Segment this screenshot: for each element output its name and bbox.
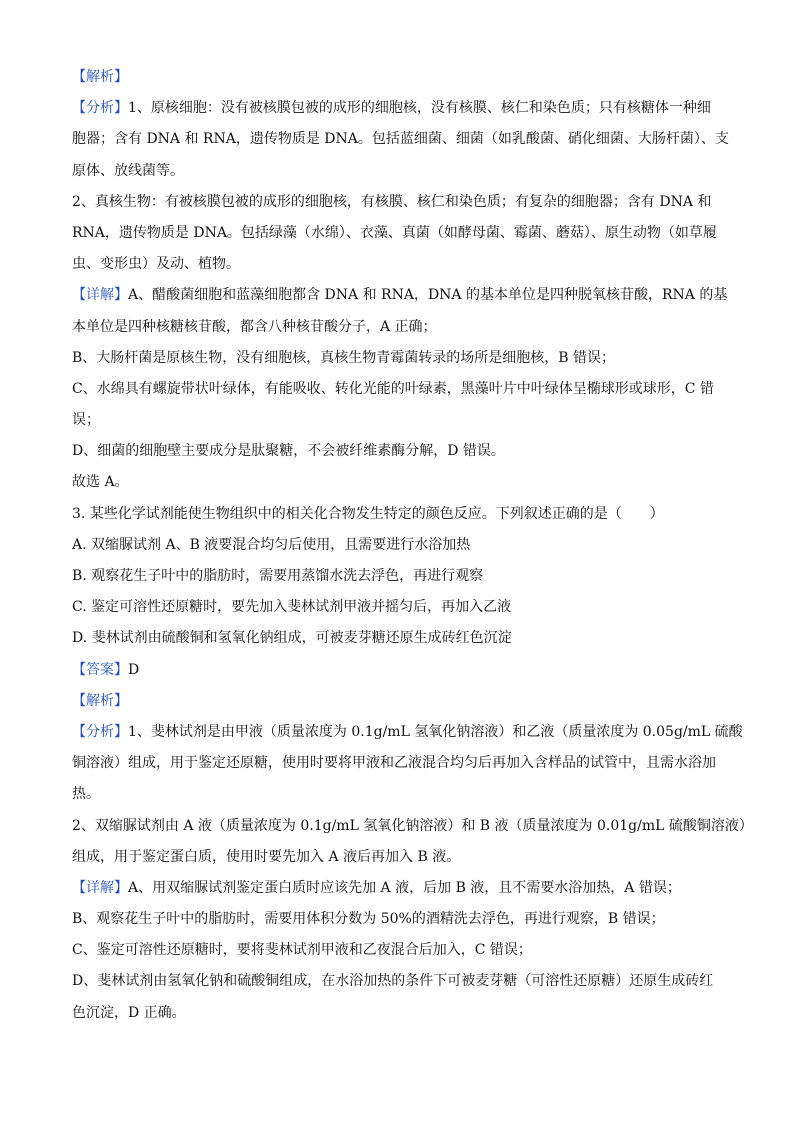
text-run: B、大肠杆菌是原核生物，没有细胞核，真核生物青霉菌转录的场所是细胞核，B 错误； bbox=[72, 349, 616, 366]
text-line bbox=[72, 249, 732, 280]
text-line bbox=[72, 561, 732, 592]
section-tag: 【分析】 bbox=[72, 100, 128, 117]
text-line bbox=[72, 374, 732, 405]
text-line bbox=[72, 343, 732, 374]
text-run: 铜溶液）组成，用于鉴定还原糖，使用时要将甲液和乙液混合均匀后再加入含样品的试管中，且需水浴加 bbox=[72, 755, 716, 772]
text-line bbox=[72, 811, 753, 842]
text-run: 胞器；含有 DNA 和 RNA，遗传物质是 DNA。包括蓝细菌、细菌（如乳酸菌、硝化细菌、大肠杆菌）、支 bbox=[72, 131, 729, 148]
text-run: RNA，遗传物质是 DNA。包括绿藻（水绵）、衣藻、真菌（如酵母菌、霉菌、蘑菇）、原生动物（如草履 bbox=[72, 224, 717, 241]
text-run: A、醋酸菌细胞和蓝藻细胞都含 DNA 和 RNA，DNA 的基本单位是四种脱氧核苷酸，RNA 的基 bbox=[128, 287, 728, 304]
section-tag: 【解析】 bbox=[72, 69, 128, 85]
text-run: 1、斐林试剂是由甲液（质量浓度为 0.1g/mL 氢氧化钠溶液）和乙液（质量浓度为 0.05g/mL 硫酸 bbox=[128, 723, 743, 740]
text-run: 3. 某些化学试剂能使生物组织中的相关化合物发生特定的颜色反应。下列叙述正确的是（ ） bbox=[72, 505, 664, 522]
text-line bbox=[72, 842, 732, 873]
text-line bbox=[72, 405, 732, 436]
section-tag: 【详解】 bbox=[72, 287, 128, 304]
text-line bbox=[72, 499, 732, 530]
text-run: 组成，用于鉴定蛋白质，使用时要先加入 A 液后再加入 B 液。 bbox=[72, 848, 461, 865]
text-run: 2、双缩脲试剂由 A 液（质量浓度为 0.1g/mL 氢氧化钠溶液）和 B 液（质量浓度为 0.01g/mL 硫酸铜溶液） bbox=[72, 817, 753, 834]
text-run: B. 观察花生子叶中的脂肪时，需要用蒸馏水洗去浮色，再进行观察 bbox=[72, 568, 484, 584]
text-line bbox=[72, 717, 743, 748]
section-tag: 【解析】 bbox=[72, 692, 128, 709]
text-run: 原体、放线菌等。 bbox=[72, 162, 184, 179]
text-run: 2、真核生物：有被核膜包被的成形的细胞核，有核膜、核仁和染色质；有复杂的细胞器；含有 DNA 和 bbox=[72, 193, 712, 210]
text-run: 热。 bbox=[72, 786, 100, 803]
text-run: C. 鉴定可溶性还原糖时，要先加入斐林试剂甲液并摇匀后，再加入乙液 bbox=[72, 599, 512, 616]
text-line bbox=[72, 904, 732, 935]
text-run: 色沉淀，D 正确。 bbox=[72, 1004, 186, 1021]
text-run: C、鉴定可溶性还原糖时，要将斐林试剂甲液和乙夜混合后加入，C 错误； bbox=[72, 942, 532, 959]
document-page bbox=[72, 62, 753, 1029]
text-line bbox=[72, 280, 732, 311]
text-run: 本单位是四种核糖核苷酸，都含八种核苷酸分子，A 正确； bbox=[72, 318, 437, 335]
text-run: D bbox=[128, 661, 140, 678]
section-tag: 【答案】 bbox=[72, 661, 128, 678]
text-line bbox=[72, 779, 732, 810]
text-line bbox=[72, 998, 732, 1029]
text-line bbox=[72, 686, 732, 717]
text-line bbox=[72, 467, 732, 498]
text-run: 1、原核细胞：没有被核膜包被的成形的细胞核，没有核膜、核仁和染色质；只有核糖体一种细 bbox=[128, 100, 711, 117]
text-run: 误； bbox=[72, 412, 100, 429]
text-run: A、用双缩脲试剂鉴定蛋白质时应该先加 A 液，后加 B 液，且不需要水浴加热，A 错误； bbox=[128, 879, 681, 896]
text-line bbox=[72, 623, 732, 654]
text-run: C、水绵具有螺旋带状叶绿体，有能吸收、转化光能的叶绿素，黑藻叶片中叶绿体呈椭球形或球形，C 错 bbox=[72, 380, 714, 397]
text-line bbox=[72, 873, 732, 904]
text-line bbox=[72, 218, 732, 249]
text-line bbox=[72, 156, 732, 187]
text-line bbox=[72, 62, 732, 93]
section-tag: 【分析】 bbox=[72, 723, 128, 740]
text-line bbox=[72, 93, 732, 124]
text-line bbox=[72, 935, 732, 966]
text-run: 故选 A。 bbox=[72, 474, 129, 491]
text-line bbox=[72, 748, 732, 779]
text-line bbox=[72, 592, 732, 623]
text-line bbox=[72, 187, 732, 218]
text-line bbox=[72, 436, 732, 467]
section-tag: 【详解】 bbox=[72, 879, 128, 896]
text-run: D. 斐林试剂由硫酸铜和氢氧化钠组成，可被麦芽糖还原生成砖红色沉淀 bbox=[72, 630, 512, 647]
text-run: D、斐林试剂由氢氧化钠和硫酸铜组成，在水浴加热的条件下可被麦芽糖（可溶性还原糖）还原生成砖红 bbox=[72, 973, 714, 990]
text-line bbox=[72, 966, 732, 997]
text-line bbox=[72, 312, 732, 343]
text-run: 虫、变形虫）及动、植物。 bbox=[72, 256, 240, 273]
text-line bbox=[72, 655, 732, 686]
text-line bbox=[72, 124, 732, 155]
text-run: B、观察花生子叶中的脂肪时，需要用体积分数为 50%的酒精洗去浮色，再进行观察，B 错误； bbox=[72, 911, 665, 928]
text-line bbox=[72, 530, 732, 561]
text-run: D、细菌的细胞壁主要成分是肽聚糖，不会被纤维素酶分解，D 错误。 bbox=[72, 443, 505, 460]
text-run: A. 双缩脲试剂 A、B 液要混合均匀后使用，且需要进行水浴加热 bbox=[72, 536, 471, 553]
